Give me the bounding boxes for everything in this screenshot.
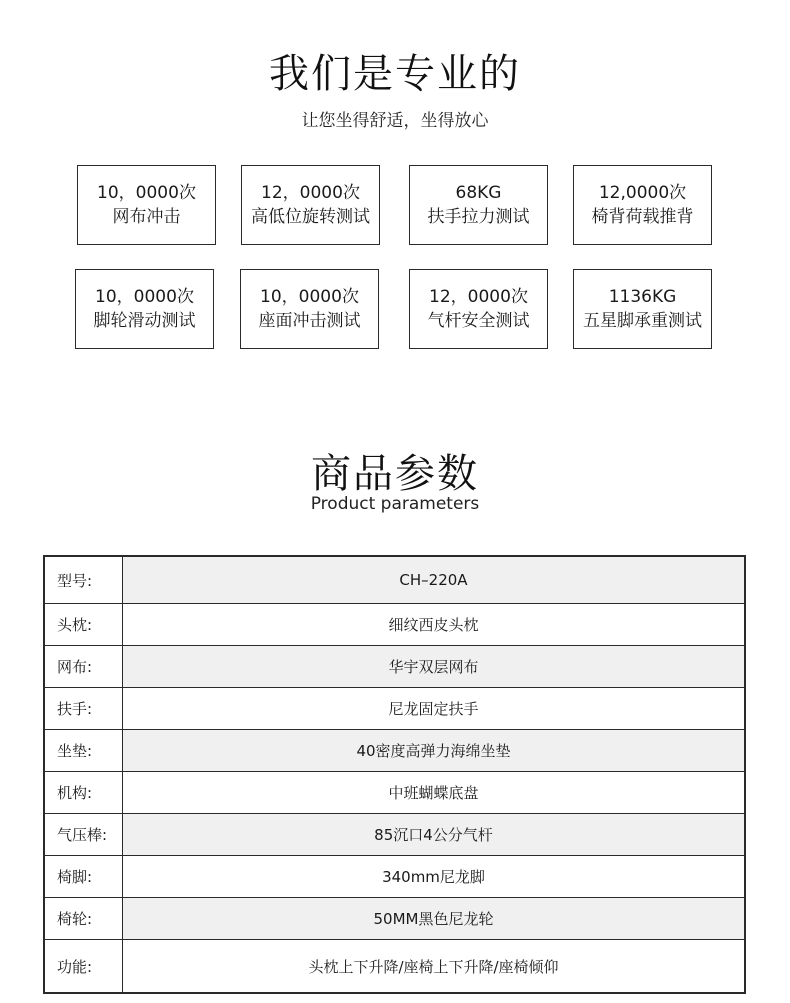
test-value: 10，0000次	[260, 287, 359, 307]
test-box-backrest-load	[573, 165, 712, 245]
param-key: 椅轮:	[45, 898, 123, 939]
test-box-mesh-impact	[77, 165, 216, 245]
params-section-title: 商品参数	[311, 451, 479, 497]
params-section-subtitle: Product parameters	[310, 494, 480, 514]
table-row	[45, 771, 744, 813]
param-key: 型号:	[45, 557, 123, 603]
test-value: 12，0000次	[261, 183, 360, 203]
test-box-caster-slide	[75, 269, 214, 349]
param-key: 网布:	[45, 646, 123, 687]
hero-subtitle: 让您坐得舒适，坐得放心	[301, 111, 489, 131]
test-value: 1136KG	[608, 287, 677, 307]
table-row	[45, 897, 744, 939]
param-key: 扶手:	[45, 688, 123, 729]
param-value: 40密度高弹力海绵坐垫	[123, 730, 744, 771]
test-label: 高低位旋转测试	[251, 207, 370, 227]
param-value: 340mm尼龙脚	[382, 868, 485, 886]
table-row	[45, 645, 744, 687]
param-value: 50MM黑色尼龙轮	[123, 898, 744, 939]
param-value: 中班蝴蝶底盘	[388, 784, 479, 802]
param-value: 细纹西皮头枕	[388, 616, 479, 634]
param-value: 头枕上下升降/座椅上下升降/座椅倾仰	[308, 957, 559, 976]
param-value: 85沉口4公分气杆	[123, 814, 744, 855]
table-row	[45, 855, 744, 897]
test-label: 椅背荷载推背	[591, 207, 694, 227]
param-value: 尼龙固定扶手	[388, 700, 479, 718]
table-row	[45, 557, 744, 603]
table-row	[45, 729, 744, 771]
table-row	[45, 687, 744, 729]
table-row	[45, 603, 744, 645]
test-label: 网布冲击	[112, 207, 181, 227]
param-value: CH–220A	[123, 557, 744, 603]
test-box-rotation	[241, 165, 380, 245]
test-box-gas-lift	[409, 269, 548, 349]
table-row	[45, 939, 744, 992]
param-key: 气压棒:	[45, 814, 123, 855]
test-box-armrest-pull	[409, 165, 548, 245]
test-value: 12,0000次	[598, 183, 687, 203]
test-value: 68KG	[455, 183, 502, 203]
test-value: 12，0000次	[429, 287, 528, 307]
param-key: 椅脚:	[45, 856, 123, 897]
test-value: 10，0000次	[95, 287, 194, 307]
param-key: 功能:	[45, 940, 123, 992]
param-key: 机构:	[45, 772, 123, 813]
param-key: 坐垫:	[45, 730, 123, 771]
param-value: 华宇双层网布	[123, 646, 744, 687]
table-row	[45, 813, 744, 855]
params-table	[43, 555, 746, 994]
test-label: 五星脚承重测试	[583, 311, 702, 331]
test-label: 脚轮滑动测试	[93, 311, 196, 331]
test-box-seat-impact	[240, 269, 379, 349]
hero-title: 我们是专业的	[269, 51, 521, 97]
test-label: 扶手拉力测试	[427, 207, 530, 227]
test-label: 座面冲击测试	[258, 311, 361, 331]
test-label: 气杆安全测试	[427, 311, 530, 331]
param-key: 头枕:	[45, 604, 123, 645]
test-value: 10，0000次	[97, 183, 196, 203]
test-box-base-load	[573, 269, 712, 349]
